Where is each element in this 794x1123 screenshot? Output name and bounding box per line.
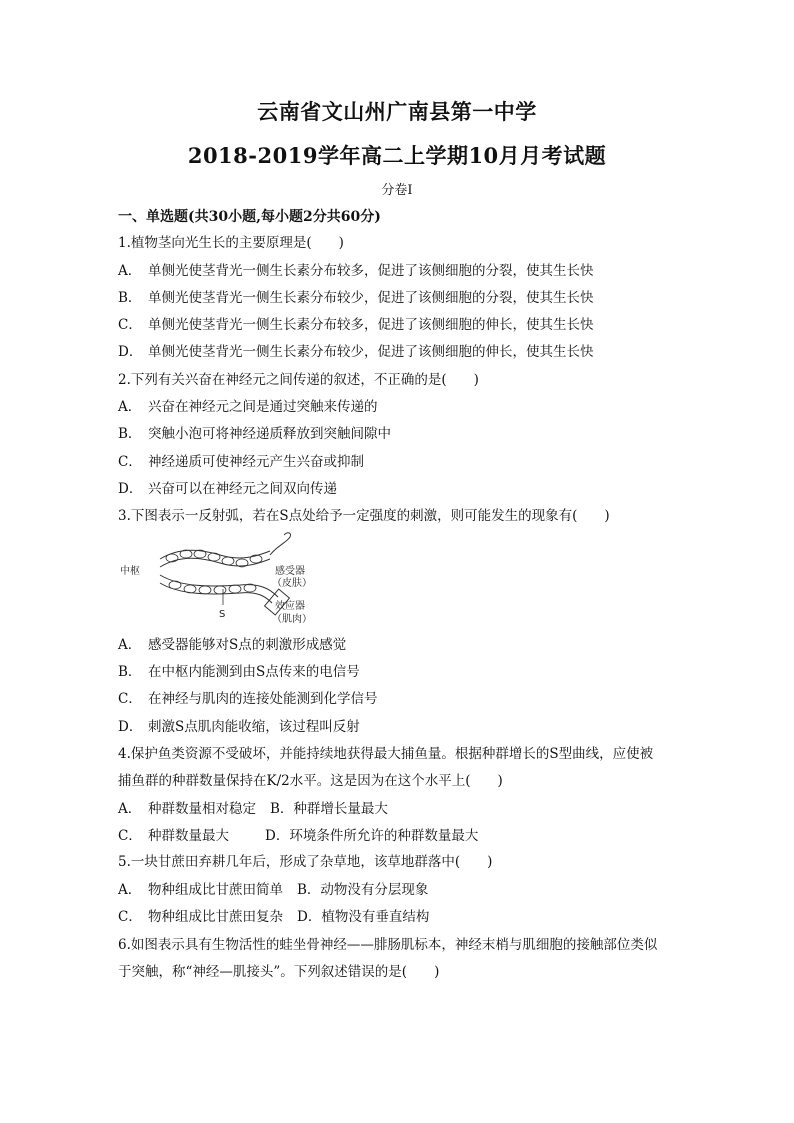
- question-4-stem-line2: 捕鱼群的种群数量保持在K/2水平。这是因为在这个水平上( ): [118, 773, 503, 789]
- q5-options-ab: A． 物种组成比甘蔗田简单 B．动物没有分层现象: [118, 882, 429, 898]
- question-6-stem-line1: 6.如图表示具有生物活性的蛙坐骨神经——腓肠肌标本，神经末梢与肌细胞的接触部位类似: [118, 937, 658, 953]
- point-s-label: S: [219, 609, 226, 620]
- question-4-stem-line1: 4.保护鱼类资源不受破坏，并能持续地获得最大捕鱼量。根据种群增长的S型曲线，应使被: [118, 746, 654, 762]
- question-5-stem: 5.一块甘蔗田弃耕几年后，形成了杂草地，该草地群落中( ): [118, 854, 493, 870]
- document-subtitle: 2018-2019学年高二上学期10月月考试题: [187, 143, 607, 168]
- part-heading: 一、单选题(共30小题,每小题2分共60分): [118, 209, 381, 225]
- reflex-arc-diagram: [120, 527, 320, 627]
- receptor-label: 感受器: [275, 566, 305, 577]
- q2-option-c: C． 神经递质可使神经元产生兴奋或抑制: [118, 454, 364, 470]
- q2-option-b: B． 突触小泡可将神经递质释放到突触间隙中: [118, 426, 391, 442]
- document-title: 云南省文山州广南县第一中学: [257, 99, 537, 124]
- question-3-stem: 3.下图表示一反射弧，若在S点处给予一定强度的刺激，则可能发生的现象有( ): [118, 508, 610, 524]
- question-1-stem: 1.植物茎向光生长的主要原理是( ): [118, 235, 344, 251]
- q3-option-a: A． 感受器能够对S点的刺激形成感觉: [118, 637, 347, 653]
- receptor-sub-label: （皮肤）: [272, 578, 312, 589]
- center-label: 中枢: [120, 566, 140, 577]
- q1-option-a: A． 单侧光使茎背光一侧生长素分布较多，促进了该侧细胞的分裂，使其生长快: [118, 263, 594, 279]
- q2-option-a: A． 兴奋在神经元之间是通过突触来传递的: [118, 399, 378, 415]
- q2-option-d: D． 兴奋可以在神经元之间双向传递: [118, 481, 337, 497]
- q3-option-d: D． 刺激S点肌肉能收缩，该过程叫反射: [118, 719, 360, 735]
- q1-option-d: D． 单侧光使茎背光一侧生长素分布较少，促进了该侧细胞的伸长，使其生长快: [118, 344, 594, 360]
- q3-option-c: C． 在神经与肌肉的连接处能测到化学信号: [118, 691, 378, 707]
- q1-option-c: C． 单侧光使茎背光一侧生长素分布较多，促进了该侧细胞的伸长，使其生长快: [118, 317, 594, 333]
- question-6-stem-line2: 于突触，称“神经—肌接头”。下列叙述错误的是( ): [118, 964, 440, 980]
- effector-label: 效应器: [275, 601, 305, 612]
- q4-options-ab: A． 种群数量相对稳定 B．种群增长量最大: [118, 801, 388, 817]
- q1-option-b: B． 单侧光使茎背光一侧生长素分布较少，促进了该侧细胞的分裂，使其生长快: [118, 290, 594, 306]
- q5-options-cd: C． 物种组成比甘蔗田复杂 D．植物没有垂直结构: [118, 909, 430, 925]
- section-label: 分卷I: [381, 183, 413, 198]
- q3-option-b: B． 在中枢内能测到由S点传来的电信号: [118, 664, 360, 680]
- question-2-stem: 2.下列有关兴奋在神经元之间传递的叙述，不正确的是( ): [118, 372, 479, 388]
- effector-sub-label: （肌肉）: [272, 614, 312, 625]
- q4-options-cd: C． 种群数量最大 D．环境条件所允许的种群数量最大: [118, 828, 479, 844]
